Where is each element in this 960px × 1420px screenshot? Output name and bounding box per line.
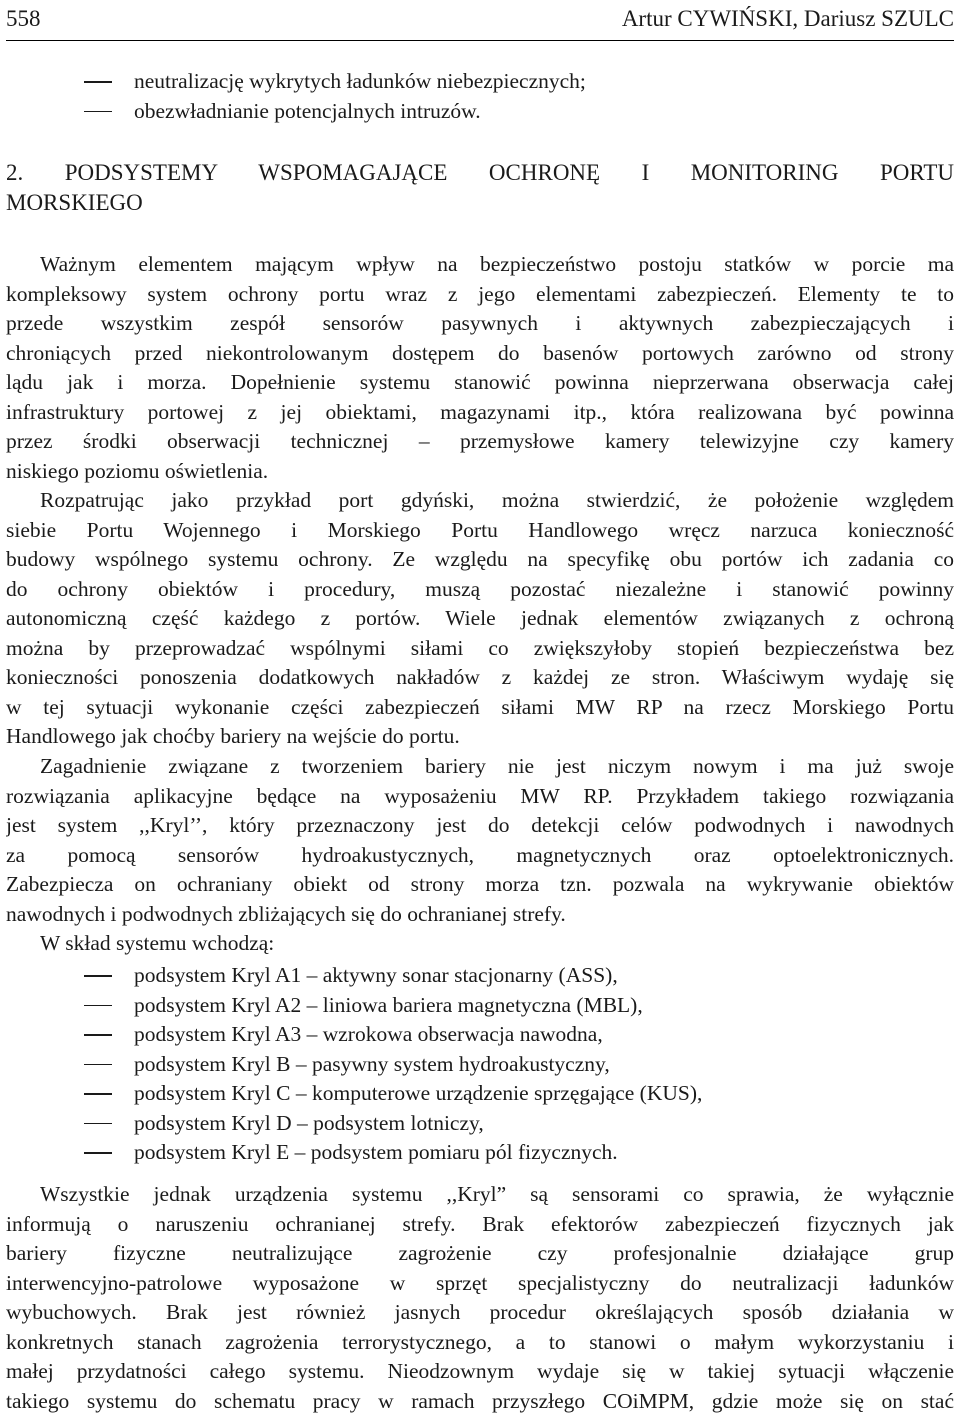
text-line: rozwiązania aplikacyjne będące na wyposażeniu MW RP. Przykładem takiego rozwiązania (6, 783, 954, 808)
text-line: kompleksowy system ochrony portu wraz z jego elementami zabezpieczeń. Elementy te to (6, 281, 954, 306)
text-line: przede wszystkim zespół sensorów pasywnych i aktywnych zabezpieczających i (6, 311, 954, 335)
list-item: neutralizację wykrytych ładunków niebezpiecznych; (0, 67, 960, 97)
text-line: Ważnym elementem mającym wpływ na bezpieczeństwo postoju statków w porcie ma (40, 252, 954, 276)
text-line: informują o naruszeniu ochranianej strefy. Brak efektorów zabezpieczeń fizycznych jak (6, 1211, 954, 1236)
text-line: Wszystkie jednak urządzenia systemu ,,Kryl” są sensorami co sprawia, że wyłącznie (40, 1182, 954, 1206)
dash-bullet-icon (84, 1152, 112, 1154)
dash-bullet-icon (84, 975, 112, 977)
text-line: bariery fizyczne neutralizujące zagrożenie czy profesjonalnie działające grup (6, 1241, 954, 1265)
section-heading-line: MORSKIEGO (6, 190, 143, 215)
text-line: Zabezpiecza on ochraniany obiekt od strony morza tzn. pozwala na wykrywanie obiektów (6, 872, 954, 896)
list-item: podsystem Kryl A1 – aktywny sonar stacjonarny (ASS), (0, 961, 960, 991)
text-line: niskiego poziomu oświetlenia. (6, 458, 269, 483)
list-item: podsystem Kryl B – pasywny system hydroakustyczny, (0, 1050, 960, 1080)
section-heading-line: 2. PODSYSTEMY WSPOMAGAJĄCE OCHRONĘ I MONITORING PORTU (6, 160, 954, 185)
dash-bullet-icon (84, 1093, 112, 1095)
dash-bullet-icon (84, 1064, 112, 1066)
text-line: nawodnych i podwodnych zbliżających się do ochranianej strefy. (6, 901, 566, 926)
list-item: podsystem Kryl C – komputerowe urządzenie sprzęgające (KUS), (0, 1079, 960, 1109)
text-line: małej przydatności całego systemu. Nieodzownym wydaje się w takiej sytuacji włączenie (6, 1359, 954, 1383)
running-header (6, 0, 954, 41)
text-line: chroniących przed niekontrolowanym dostępem do basenów portowych zarówno od strony (6, 340, 954, 365)
list-item: podsystem Kryl A3 – wzrokowa obserwacja nawodna, (0, 1020, 960, 1050)
list-item: podsystem Kryl A2 – liniowa bariera magnetyczna (MBL), (0, 991, 960, 1021)
text-line: jest system ,,Kryl’’, który przeznaczony jest do detekcji celów podwodnych i nawodnych (6, 813, 954, 837)
text-line: Handlowego jak choćby bariery na wejście do portu. (6, 724, 460, 748)
text-line: lądu jak i morza. Dopełnienie systemu stanowić powinna nieprzerwana obserwacja całej (6, 370, 954, 394)
text-line: przez środki obserwacji technicznej – przemysłowe kamery telewizyjne czy kamery (6, 429, 954, 453)
paragraph-2 (6, 486, 954, 752)
text-line: do ochrony obiektów i procedury, muszą pozostać niezależne i stanowić powinny (6, 576, 954, 601)
paragraph-1 (6, 250, 954, 486)
list-item: obezwładnianie potencjalnych intruzów. (0, 97, 960, 127)
list-item: podsystem Kryl D – podsystem lotniczy, (0, 1109, 960, 1139)
text-line: w tej sytuacji wykonanie części zabezpieczeń siłami MW RP na rzecz Morskiego Portu (6, 694, 954, 719)
paragraph-3 (6, 752, 954, 959)
text-line: można by przeprowadzać wspólnymi siłami co zwiększyłoby stopień bezpieczeństwa bez (6, 635, 954, 660)
text-line: autonomiczną część każdego z portów. Wiele jednak elementów związanych z ochroną (6, 606, 954, 630)
text-line: siebie Portu Wojennego i Morskiego Portu Handlowego wręcz narzuca konieczność (6, 517, 954, 542)
text-line: infrastruktury portowej z jej obiektami, magazynami itp., która realizowana być powinna (6, 399, 954, 424)
text-line: Rozpatrując jako przykład port gdyński, można stwierdzić, że położenie względem (40, 488, 954, 512)
list-intro: W skład systemu wchodzą: (40, 931, 275, 955)
text-line: budowy wspólnego systemu ochrony. Ze względu na specyfikę obu portów ich zadania co (6, 547, 954, 571)
text-line: Zagadnienie związane z tworzeniem bariery nie jest niczym nowym i ma już swoje (40, 754, 954, 778)
text-line: interwencyjno-patrolowe wyposażone w sprzęt specjalistyczny do neutralizacji ładunków (6, 1270, 954, 1295)
dash-bullet-icon (84, 111, 112, 113)
dash-bullet-icon (84, 1123, 112, 1125)
kryl-subsystem-list (0, 961, 960, 1168)
text-line: konieczności ponoszenia dodatkowych nakładów z każdej ze stron. Właściwym wydaję się (6, 665, 954, 689)
dash-bullet-icon (84, 81, 112, 83)
section-heading (6, 158, 954, 218)
page-number: 558 (6, 6, 41, 31)
text-line: takiego systemu do schematu pracy w ramach przyszłego COiMPM, gdzie może się on stać (6, 1388, 954, 1413)
running-header-authors: Artur CYWIŃSKI, Dariusz SZULC (621, 6, 954, 31)
text-line: wybuchowych. Brak jest również jasnych procedur określających sposób działania w (6, 1300, 954, 1324)
text-line: konkretnych stanach zagrożenia terrorystycznego, a to stanowi o małym wykorzystaniu i (6, 1329, 954, 1354)
text-line: za pomocą sensorów hydroakustycznych, magnetycznych oraz optoelektronicznych. (6, 842, 954, 867)
paragraph-4 (6, 1180, 954, 1416)
dash-bullet-icon (84, 1034, 112, 1036)
dash-bullet-icon (84, 1005, 112, 1007)
list-item: podsystem Kryl E – podsystem pomiaru pól fizycznych. (0, 1138, 960, 1168)
top-bullet-list (0, 67, 960, 126)
